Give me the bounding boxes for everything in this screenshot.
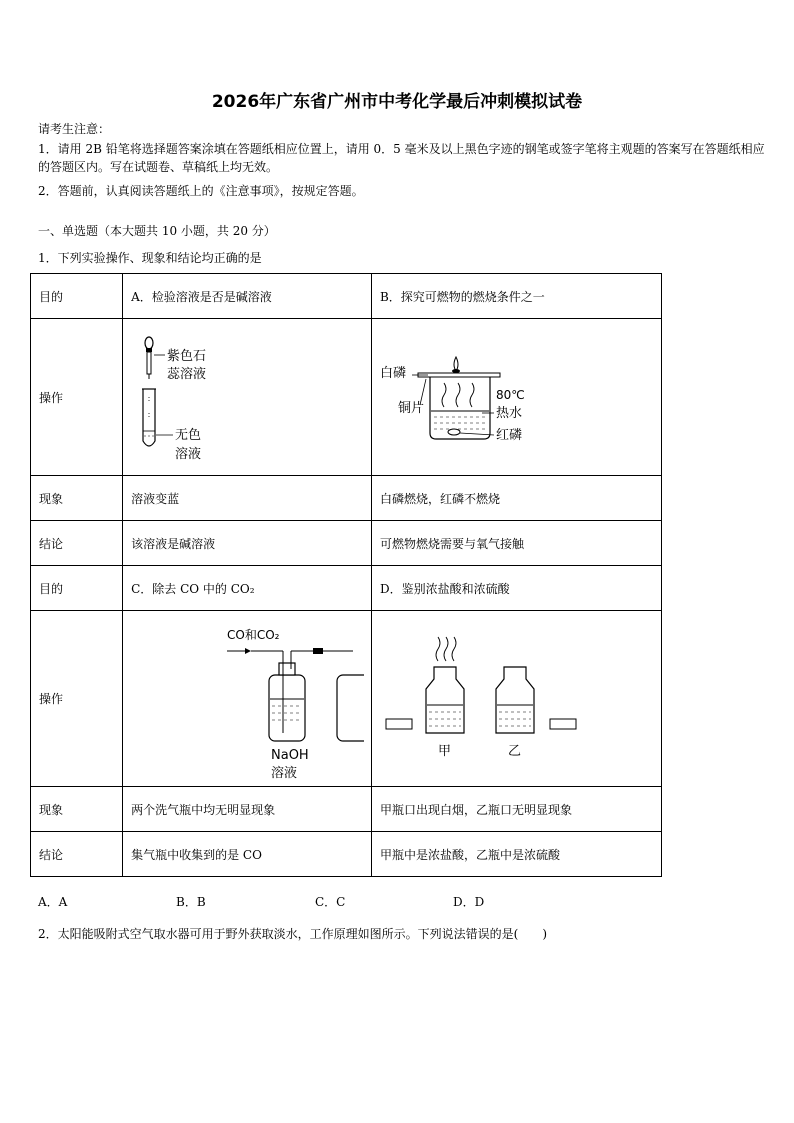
figure-c-cell <box>123 611 372 787</box>
dropper-test-tube-figure <box>123 319 364 475</box>
label-naoh-1: NaOH <box>271 748 309 763</box>
cell-c-phenomenon: 两个洗气瓶中均无明显现象 <box>123 787 372 832</box>
label-hot-water: 热水 <box>495 406 522 421</box>
figure-d-cell <box>371 611 661 787</box>
label-naoh-2: 溶液 <box>271 766 298 781</box>
cell-d-conclusion: 甲瓶中是浓盐酸，乙瓶中是浓硫酸 <box>371 832 661 877</box>
label-gas-mixture: CO和CO₂ <box>227 628 280 642</box>
label-temperature: 80℃ <box>495 388 525 402</box>
figure-a-cell <box>123 319 372 476</box>
row-label-conclusion: 结论 <box>31 521 123 566</box>
fume-icon <box>436 637 440 661</box>
label-colorless-1: 无色 <box>175 428 202 443</box>
notice-heading: 请考生注意： <box>38 122 111 136</box>
cell-d-phenomenon: 甲瓶口出现白烟，乙瓶口无明显现象 <box>371 787 661 832</box>
cell-b-phenomenon: 白磷燃烧，红磷不燃烧 <box>371 476 661 521</box>
bottle-yi-icon <box>496 667 534 733</box>
cell-a-phenomenon: 溶液变蓝 <box>123 476 372 521</box>
row-label-purpose-2: 目的 <box>31 566 123 611</box>
cell-a-conclusion: 该溶液是碱溶液 <box>123 521 372 566</box>
bottle-jia-icon <box>426 667 464 733</box>
arrow-right-icon <box>245 648 251 654</box>
table-row <box>31 274 662 319</box>
label-yi: 乙 <box>507 744 521 759</box>
row-label-conclusion-2: 结论 <box>31 832 123 877</box>
row-label-operation-2: 操作 <box>31 611 123 787</box>
option-b[interactable]: B．B <box>176 895 206 909</box>
red-phosphorus-icon <box>448 429 460 435</box>
cell-c-purpose: C．除去 CO 中的 CO₂ <box>123 566 372 611</box>
figure-b-cell <box>371 319 661 476</box>
table-row <box>31 611 662 787</box>
label-litmus-1: 紫色石 <box>167 349 207 364</box>
phosphorus-combustion-figure <box>372 319 661 475</box>
notice-item-2: 2．答题前，认真阅读答题纸上的《注意事项》，按规定答题。 <box>38 184 364 198</box>
row-label-phenomenon: 现象 <box>31 476 123 521</box>
label-copper: 铜片 <box>397 401 424 416</box>
table-row <box>31 832 662 877</box>
row-label-purpose: 目的 <box>31 274 123 319</box>
tube-connector-icon <box>313 648 323 654</box>
option-c[interactable]: C．C <box>315 895 346 909</box>
wash-bottle-1-icon <box>269 651 305 741</box>
notice-item-1: 1．请用 2B 铅笔将选择题答案涂填在答题纸相应位置上，请用 0．5 毫米及以上黑色字迹的钢笔或签字笔将主观题的答案写在答题纸相应的答题区内。写在试题卷、草稿纸上均无效。 <box>38 142 765 174</box>
cell-d-purpose: D．鉴别浓盐酸和浓硫酸 <box>371 566 661 611</box>
flame-icon <box>454 357 458 371</box>
option-a[interactable]: A．A <box>38 895 68 909</box>
label-colorless-2: 溶液 <box>175 447 202 462</box>
gas-washing-figure <box>123 611 364 786</box>
cell-a-purpose: A．检验溶液是否是碱溶液 <box>123 274 372 319</box>
cell-b-conclusion: 可燃物燃烧需要与氧气接触 <box>371 521 661 566</box>
table-row <box>31 521 662 566</box>
table-row <box>31 319 662 476</box>
label-white-phosphorus: 白磷 <box>379 366 406 381</box>
row-label-phenomenon-2: 现象 <box>31 787 123 832</box>
dropper-bulb-icon <box>145 337 153 349</box>
table-row <box>31 566 662 611</box>
page-title: 2026年广东省广州市中考化学最后冲刺模拟试卷 <box>211 92 583 112</box>
label-jia: 甲 <box>437 744 451 759</box>
label-litmus-2: 蕊溶液 <box>167 367 207 382</box>
question-1-table <box>30 273 662 877</box>
question-2-stem: 2．太阳能吸附式空气取水器可用于野外获取淡水，工作原理如图所示。下列说法错误的是( ) <box>38 927 548 941</box>
cell-b-purpose: B．探究可燃物的燃烧条件之一 <box>371 274 661 319</box>
copper-sheet-icon <box>418 373 500 377</box>
option-d[interactable]: D．D <box>453 895 485 909</box>
acid-bottles-figure <box>372 611 661 786</box>
table-row <box>31 476 662 521</box>
cell-c-conclusion: 集气瓶中收集到的是 CO <box>123 832 372 877</box>
question-1-stem: 1．下列实验操作、现象和结论均正确的是 <box>38 251 262 265</box>
section-heading: 一、单选题（本大题共 10 小题，共 20 分） <box>38 224 276 238</box>
wash-bottle-2-icon <box>337 675 364 741</box>
row-label-operation: 操作 <box>31 319 123 476</box>
bottle-cap-left-icon <box>386 719 412 729</box>
table-row <box>31 787 662 832</box>
bottle-cap-right-icon <box>550 719 576 729</box>
label-red-phosphorus: 红磷 <box>495 428 522 443</box>
